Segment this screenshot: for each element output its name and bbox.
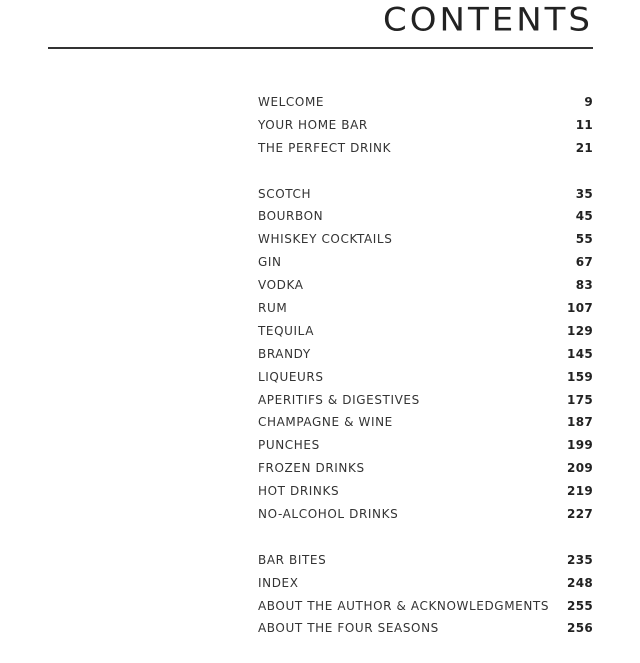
page-title: CONTENTS: [383, 1, 593, 39]
toc-entry-page-number: 45: [575, 209, 593, 224]
toc-entry[interactable]: [258, 434, 593, 457]
toc-section: [258, 548, 593, 640]
toc-entry-page-number: 107: [567, 300, 593, 315]
toc-entry-page-number: 248: [567, 575, 593, 590]
toc-entry-label: YOUR HOME BAR: [258, 117, 368, 132]
toc-entry[interactable]: [258, 457, 593, 480]
toc-entry[interactable]: [258, 548, 593, 571]
toc-entry-label: RUM: [258, 300, 288, 315]
table-of-contents: [258, 91, 593, 663]
toc-entry[interactable]: [258, 365, 593, 388]
toc-entry[interactable]: [258, 136, 593, 159]
toc-entry[interactable]: [258, 571, 593, 594]
toc-entry-label: ABOUT THE FOUR SEASONS: [258, 621, 439, 636]
title-rule: [48, 47, 593, 49]
toc-entry[interactable]: [258, 251, 593, 274]
toc-entry-page-number: 175: [567, 392, 593, 407]
toc-entry-page-number: 187: [567, 415, 593, 430]
toc-entry-page-number: 83: [575, 278, 593, 293]
toc-entry-page-number: 35: [575, 186, 593, 201]
toc-entry-label: CHAMPAGNE & WINE: [258, 415, 393, 430]
toc-entry-page-number: 145: [567, 346, 593, 361]
toc-entry[interactable]: [258, 319, 593, 342]
toc-entry-page-number: 227: [567, 506, 593, 521]
toc-entry-label: THE PERFECT DRINK: [258, 140, 392, 155]
toc-entry[interactable]: [258, 411, 593, 434]
toc-entry[interactable]: [258, 480, 593, 503]
toc-entry-page-number: 255: [567, 598, 593, 613]
toc-entry-page-number: 11: [575, 117, 593, 132]
toc-entry-label: VODKA: [258, 278, 304, 293]
toc-entry[interactable]: [258, 617, 593, 640]
toc-entry[interactable]: [258, 91, 593, 114]
toc-entry-label: LIQUEURS: [258, 369, 324, 384]
toc-entry[interactable]: [258, 388, 593, 411]
toc-entry[interactable]: [258, 297, 593, 320]
toc-entry-label: ABOUT THE AUTHOR & ACKNOWLEDGMENTS: [258, 598, 550, 613]
toc-entry[interactable]: [258, 182, 593, 205]
toc-entry-label: INDEX: [258, 575, 299, 590]
toc-entry-label: NO-ALCOHOL DRINKS: [258, 506, 399, 521]
toc-entry-label: WHISKEY COCKTAILS: [258, 232, 393, 247]
toc-entry[interactable]: [258, 205, 593, 228]
toc-entry-page-number: 256: [567, 621, 593, 636]
toc-entry-label: GIN: [258, 255, 282, 270]
toc-entry-label: BRANDY: [258, 346, 311, 361]
toc-entry-label: APERITIFS & DIGESTIVES: [258, 392, 420, 407]
toc-entry[interactable]: [258, 503, 593, 526]
toc-entry-label: HOT DRINKS: [258, 484, 340, 499]
toc-entry-label: BOURBON: [258, 209, 324, 224]
toc-entry-page-number: 129: [567, 323, 593, 338]
toc-entry[interactable]: [258, 113, 593, 136]
toc-entry-page-number: 55: [575, 232, 593, 247]
toc-entry[interactable]: [258, 228, 593, 251]
toc-entry[interactable]: [258, 594, 593, 617]
toc-entry-label: WELCOME: [258, 94, 325, 109]
toc-entry-label: TEQUILA: [258, 323, 315, 338]
toc-section: [258, 182, 593, 525]
toc-entry[interactable]: [258, 274, 593, 297]
toc-entry-page-number: 235: [567, 552, 593, 567]
toc-entry-label: BAR BITES: [258, 552, 327, 567]
toc-entry-page-number: 159: [567, 369, 593, 384]
toc-entry-label: PUNCHES: [258, 438, 320, 453]
toc-entry-page-number: 219: [567, 484, 593, 499]
toc-entry-page-number: 199: [567, 438, 593, 453]
toc-entry-page-number: 209: [567, 461, 593, 476]
toc-section: [258, 91, 593, 160]
toc-entry-page-number: 21: [575, 140, 593, 155]
toc-entry[interactable]: [258, 342, 593, 365]
toc-entry-page-number: 67: [575, 255, 593, 270]
toc-entry-label: FROZEN DRINKS: [258, 461, 365, 476]
toc-entry-page-number: 9: [584, 94, 593, 109]
toc-entry-label: SCOTCH: [258, 186, 312, 201]
